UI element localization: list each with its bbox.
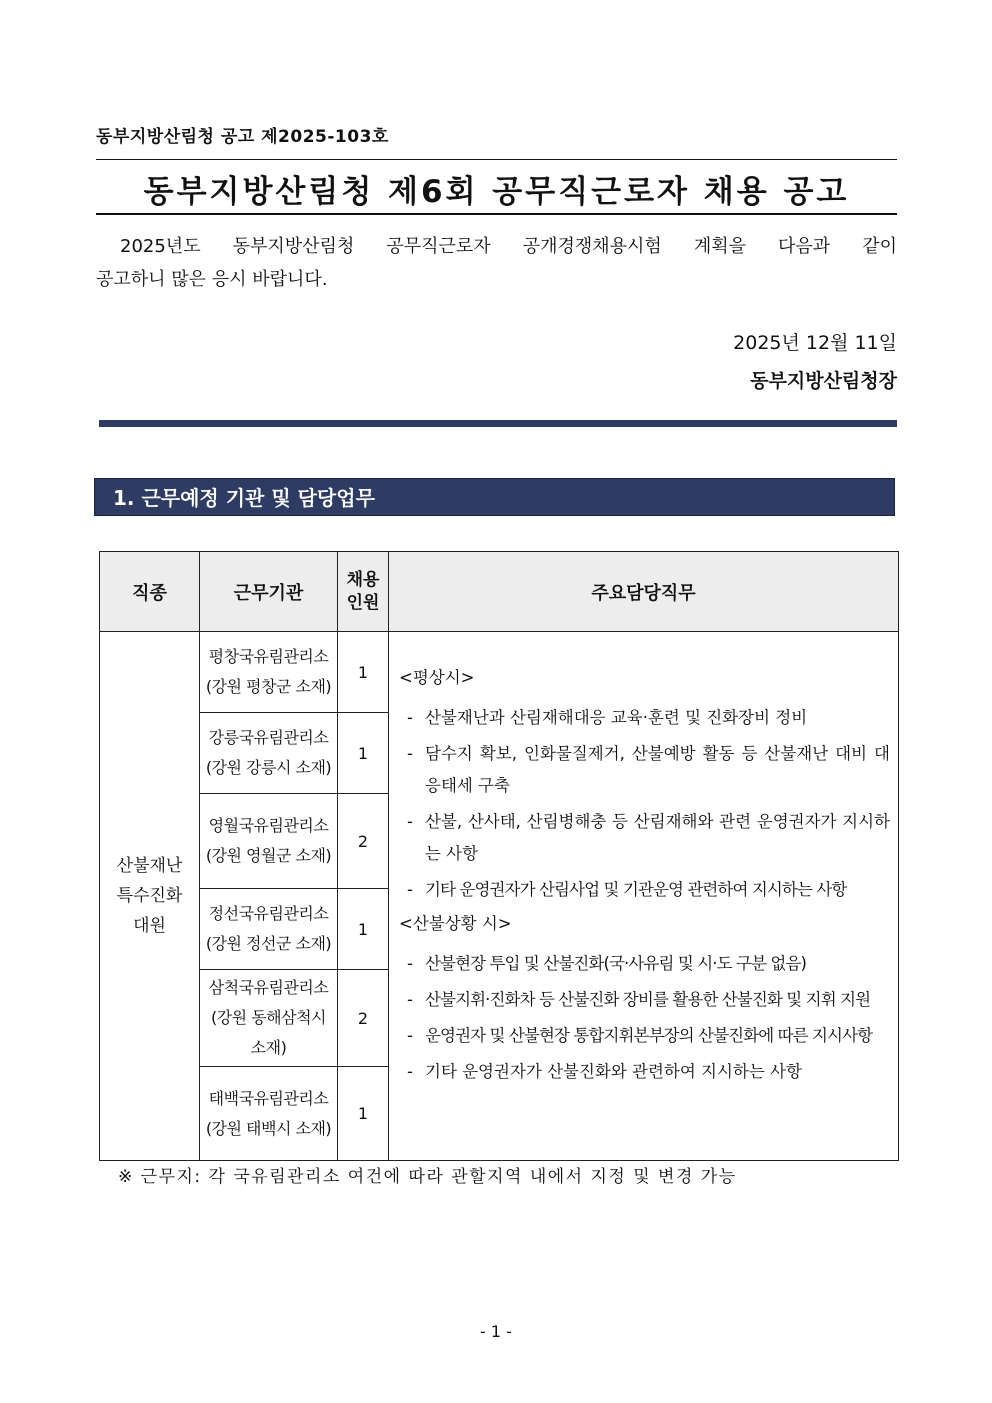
hire-count: 1 [338,713,389,794]
job-type-line: 대원 [133,916,166,936]
org-cell [200,713,338,794]
hire-count: 2 [338,970,389,1067]
org-cell [200,970,338,1067]
duty-item: - 기타 운영권자가 산불진화와 관련하여 지시하는 사항 [407,1062,802,1081]
org-location: (강원 영월군 소재) [205,846,332,865]
section-1-header: 1. 근무예정 기관 및 담당업무 [94,478,895,516]
org-location: (강원 강릉시 소재) [205,758,332,777]
header-hires-line1: 채용 [346,569,380,590]
duties-heading-normal: <평상시> [399,668,475,687]
org-location: (강원 정선군 소재) [205,934,332,953]
notice-number: 동부지방산림청 공고 제2025-103호 [96,127,389,147]
org-name: 삼척국유림관리소 [208,978,329,997]
org-cell [200,794,338,889]
org-name: 정선국유림관리소 [208,904,329,923]
title-top-rule [96,159,897,160]
title-bottom-rule [96,213,897,215]
org-cell [200,632,338,713]
hire-count: 2 [338,794,389,889]
org-cell [200,1067,338,1161]
job-type-line: 산불재난 [116,856,183,876]
duty-item: - 기타 운영권자가 산림사업 및 기관운영 관련하여 지시하는 사항 [407,880,847,899]
org-location: (강원 동해삼척시 [210,1008,327,1027]
org-cell [200,889,338,970]
duty-item: - 산불현장 투입 및 산불진화(국·사유림 및 시·도 구분 없음) [407,954,807,973]
header-job-type: 직종 [100,552,200,632]
issuer-name: 동부지방산림청장 [750,370,897,392]
table-row [100,632,899,713]
notice-date: 2025년 12월 11일 [733,332,897,354]
duty-item: - 산불, 산사태, 산림병해충 등 산림재해와 관련 운영권자가 지시하는 사항 [407,812,890,863]
intro-line-1: 2025년도 동부지방산림청 공무직근로자 공개경쟁채용시험 계획을 다음과 같이 [120,236,897,257]
duties-heading-fire: <산불상황 시> [399,914,512,933]
workplace-note: ※ 근무지: 각 국유림관리소 여건에 따라 관할지역 내에서 지정 및 변경 가능 [118,1167,737,1187]
org-name: 평창국유림관리소 [208,647,329,666]
page-title: 동부지방산림청 제6회 공무직근로자 채용 공고 [143,174,850,210]
header-duties: 주요담당직무 [389,552,899,632]
duty-item: - 산불지휘·진화차 등 산불진화 장비를 활용한 산불진화 및 지휘 지원 [407,990,871,1009]
section-divider [99,420,897,427]
hire-count: 1 [338,889,389,970]
org-location: (강원 태백시 소재) [205,1118,332,1138]
job-type-cell [100,632,200,1161]
header-hires-line2: 인원 [346,592,380,613]
org-name: 태백국유림관리소 [208,1088,329,1108]
header-hires [338,552,389,632]
table-header-row [100,552,899,632]
org-name: 영월국유림관리소 [208,816,329,835]
hire-count: 1 [338,632,389,713]
duties-cell [389,632,899,1161]
hire-count: 1 [338,1067,389,1161]
duty-table [99,551,899,1161]
job-type-line: 특수진화 [116,886,183,906]
duty-item: - 담수지 확보, 인화물질제거, 산불예방 활동 등 산불재난 대비 대응태세 구축 [407,744,890,795]
org-location: 소재) [250,1038,287,1057]
org-location: (강원 평창군 소재) [205,677,332,696]
duty-item: - 산불재난과 산림재해대응 교육·훈련 및 진화장비 정비 [407,708,808,727]
duty-item: - 운영권자 및 산불현장 통합지휘본부장의 산불진화에 따른 지시사항 [407,1026,873,1045]
header-workplace: 근무기관 [200,552,338,632]
page-number: - 1 - [480,1322,512,1341]
org-name: 강릉국유림관리소 [208,728,329,747]
intro-line-2: 공고하니 많은 응시 바랍니다. [96,269,328,290]
intro-paragraph [96,230,897,296]
